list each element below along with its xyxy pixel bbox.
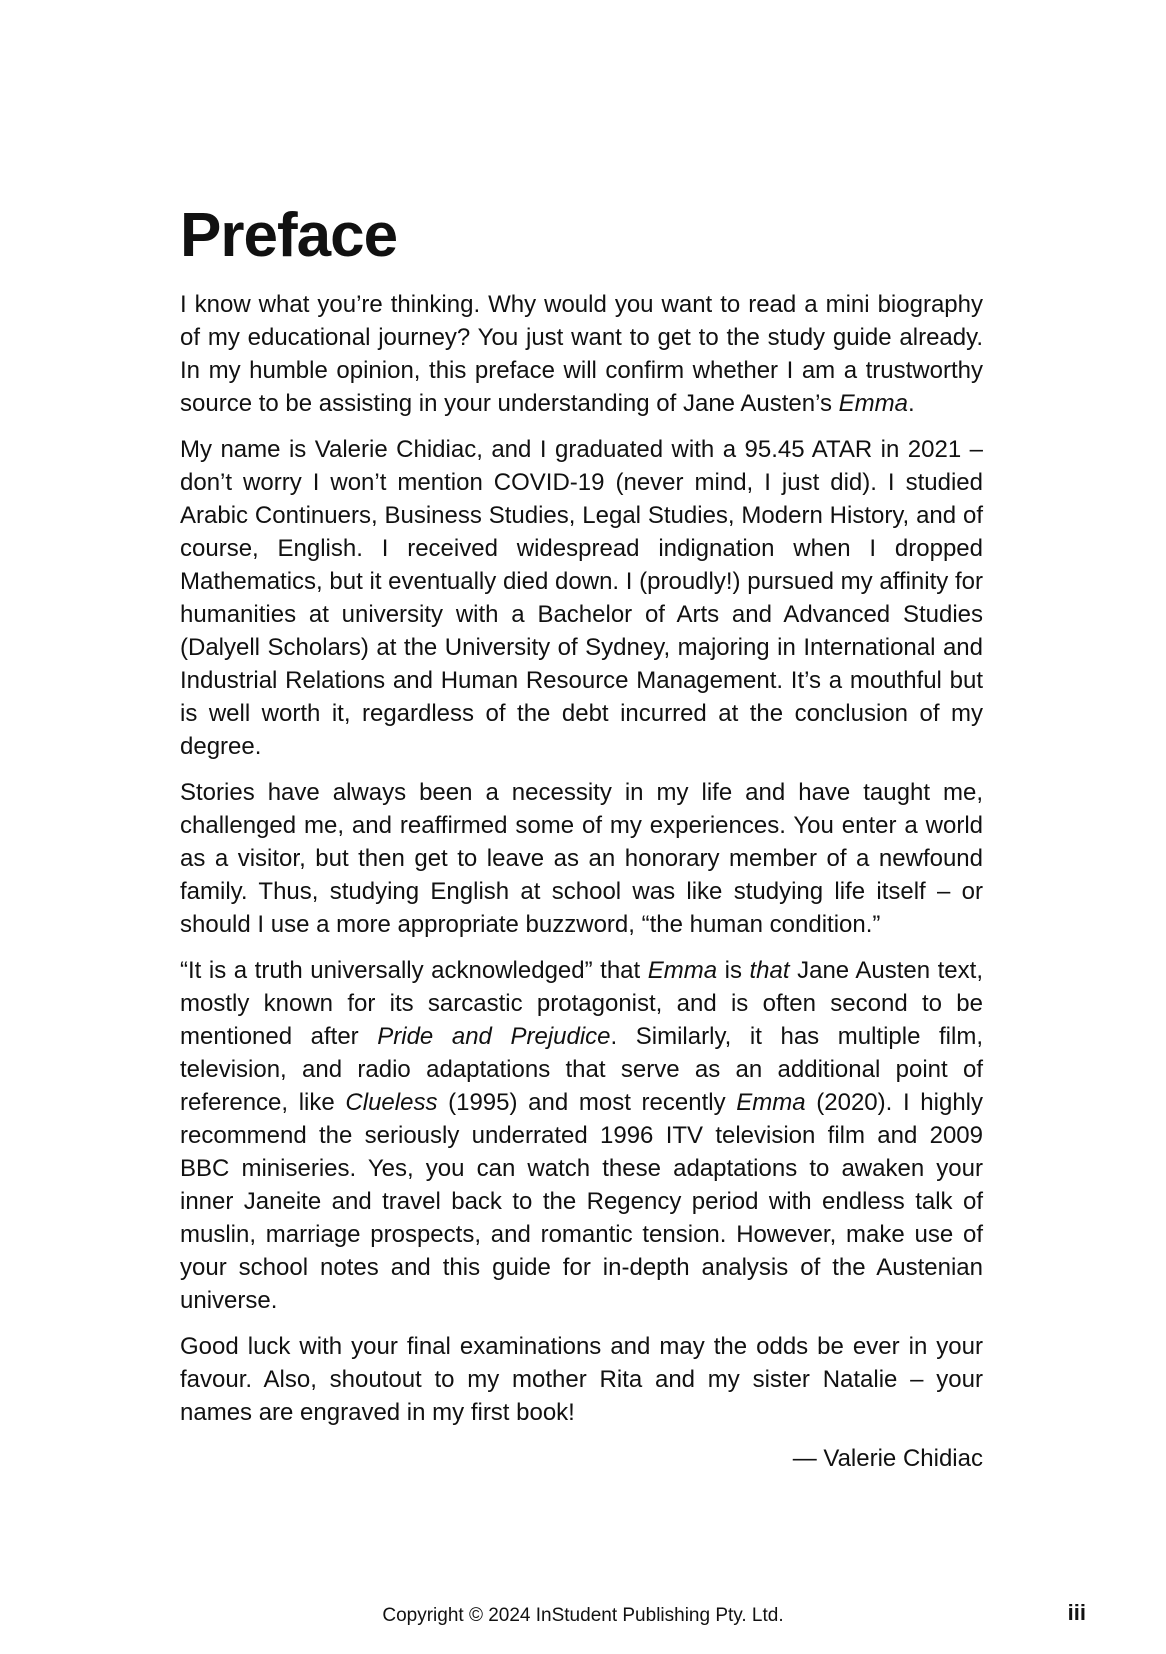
text-run: Stories have always been a necessity in my life and have taught me, challenged me, and reaffirmed some of my experiences. You enter a world as a visitor, but then get to leave as an honorary member of a newfound family. Thus, studying English at school was like studying life itself – or should I use a more appropriate buzzword, “the human condition.” (180, 779, 983, 938)
italic-text: Pride and Prejudice (377, 1023, 611, 1050)
text-run: is (717, 957, 750, 984)
page-title: Preface (180, 201, 398, 270)
text-run: Good luck with your final examinations and may the odds be ever in your favour. Also, shoutout to my mother Rita and my sister Natalie – your names are engraved in my first book! (180, 1333, 983, 1426)
text-run: (2020). I highly recommend the seriously underrated 1996 ITV television film and 2009 BBC miniseries. Yes, you can watch these adaptations to awaken your inner Janeite and travel back to the Regency period with endless talk of muslin, marriage prospects, and romantic tension. However, make use of your school notes and this guide for in-depth analysis of the Austenian universe. (180, 1089, 984, 1314)
text-run: . (907, 390, 915, 417)
text-run: (1995) and most recently (437, 1089, 737, 1116)
paragraph (180, 433, 983, 763)
preface-body (180, 288, 983, 1488)
text-run: . Similarly, it has multiple film, television, and radio adaptations that serve as an additional point of reference, like (180, 1023, 984, 1116)
italic-text: Emma (736, 1089, 806, 1116)
paragraph (180, 954, 983, 1317)
copyright-footer: Copyright © 2024 InStudent Publishing Pty. Ltd. (382, 1605, 784, 1626)
page-number: iii (1067, 1600, 1086, 1625)
text-run: Jane Austen text, mostly known for its sarcastic protagonist, and is often second to be mentioned after (180, 957, 983, 1050)
paragraph (180, 1330, 983, 1429)
text-run: My name is Valerie Chidiac, and I graduated with a 95.45 ATAR in 2021 – don’t worry I won’t mention COVID-19 (never mind, I just did). I studied Arabic Continuers, Business Studies, Legal Studies, Modern History, and of course, English. I received widespread indignation when I dropped Mathematics, but it eventually died down. I (proudly!) pursued my affinity for humanities at university with a Bachelor of Arts and Advanced Studies (Dalyell Scholars) at the University of Sydney, majoring in International and Industrial Relations and Human Resource Management. It’s a mouthful but is well worth it, regardless of the debt incurred at the conclusion of my degree. (180, 436, 983, 760)
paragraph (180, 776, 983, 941)
italic-text: Clueless (345, 1089, 438, 1116)
text-run: “It is a truth universally acknowledged” that (180, 957, 648, 984)
text-run: I know what you’re thinking. Why would you want to read a mini biography of my educational journey? You just want to get to the study guide already. In my humble opinion, this preface will confirm whether I am a trustworthy source to be assisting in your understanding of Jane Austen’s (180, 291, 983, 417)
signature: — Valerie Chidiac (792, 1445, 983, 1472)
italic-text: that (749, 957, 790, 984)
italic-text: Emma (838, 390, 908, 417)
italic-text: Emma (647, 957, 718, 984)
paragraph (180, 288, 983, 420)
